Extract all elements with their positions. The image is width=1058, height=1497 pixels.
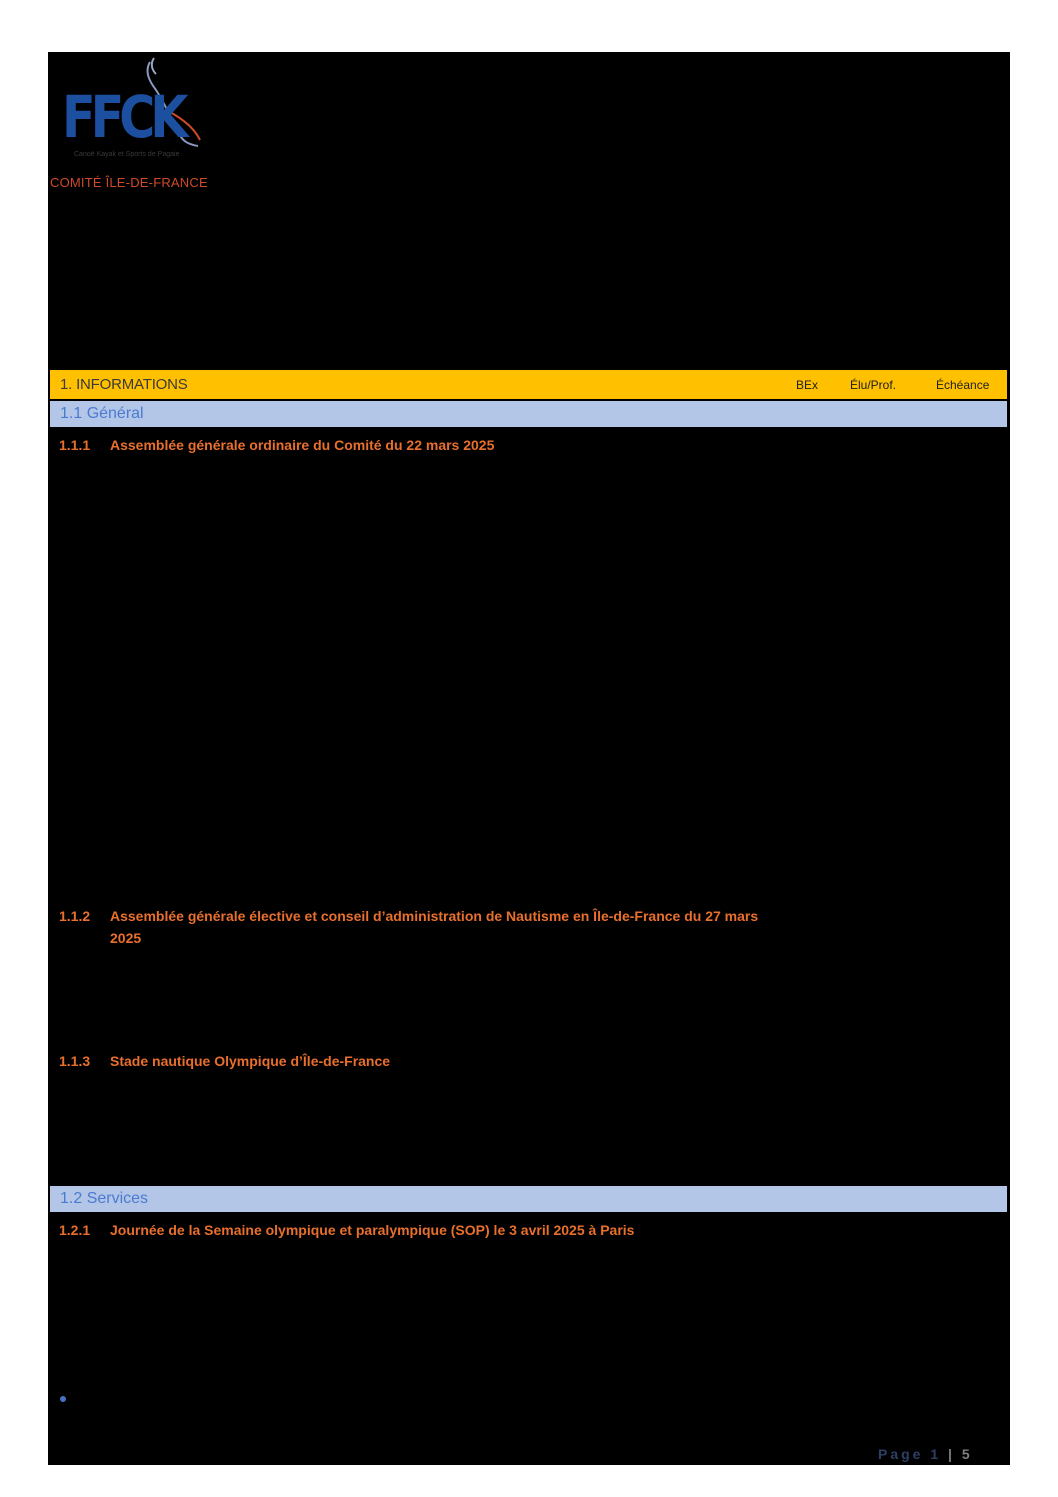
current-page: 1	[930, 1446, 942, 1462]
organization-name: COMITÉ ÎLE-DE-FRANCE	[50, 175, 208, 190]
column-bex: BEx	[796, 378, 819, 392]
page-label: Page	[878, 1446, 924, 1462]
bullet-icon	[60, 1396, 66, 1402]
heading-number: 1.1.1	[59, 437, 91, 453]
column-elu-prof: Élu/Prof.	[850, 378, 897, 392]
page-number	[878, 1446, 973, 1462]
subsection-services-header	[50, 1186, 1007, 1212]
subsection-title: 1.2 Services	[60, 1190, 149, 1207]
subsection-title: 1.1 Général	[60, 405, 144, 422]
logo-subtitle: Canoë Kayak et Sports de Pagaie	[74, 151, 180, 158]
column-echeance: Échéance	[936, 378, 990, 392]
heading-text: Assemblée générale ordinaire du Comité du 22 mars 2025	[110, 437, 495, 453]
document-page	[48, 52, 1010, 1465]
section-informations-header	[50, 370, 1007, 399]
ffck-logo	[58, 54, 218, 164]
heading-number: 1.1.2	[59, 908, 91, 924]
logo-wordmark: FFCK	[62, 83, 184, 151]
page-separator: |	[948, 1446, 955, 1462]
subsection-general-header	[50, 401, 1007, 427]
heading-number: 1.2.1	[59, 1222, 91, 1238]
total-pages: 5	[961, 1446, 973, 1462]
section-title: 1. INFORMATIONS	[60, 376, 188, 393]
heading-text: Assemblée générale élective et conseil d’administration de Nautisme en Île-de-France du 27 mars 2025	[110, 908, 759, 946]
heading-number: 1.1.3	[59, 1053, 91, 1069]
heading-text: Stade nautique Olympique d’Île-de-France	[110, 1053, 391, 1069]
heading-text: Journée de la Semaine olympique et paralympique (SOP) le 3 avril 2025 à Paris	[110, 1222, 635, 1238]
